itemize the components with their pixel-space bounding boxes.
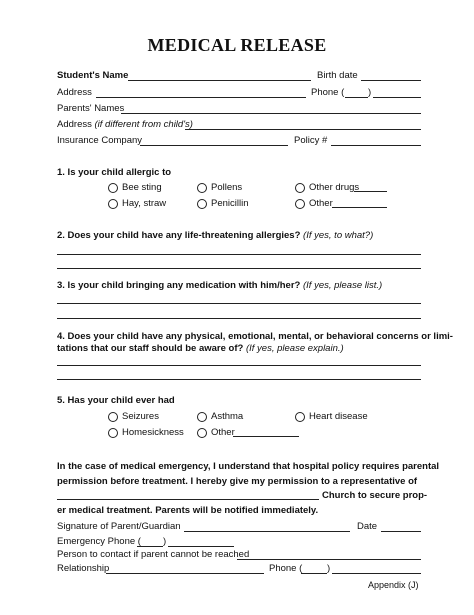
date-field[interactable] [381,531,421,532]
option-label: Seizures [122,411,159,422]
option-other[interactable] [295,198,333,209]
church-name-field[interactable] [57,499,319,500]
birth-date-label: Birth date [317,70,358,81]
q2-answer-line-2[interactable] [57,268,421,269]
radio-icon [108,428,118,438]
radio-icon [295,183,305,193]
q4-answer-line-2[interactable] [57,379,421,380]
date-label: Date [357,521,378,532]
appendix-label: Appendix (J) [368,580,419,590]
phone-area-code-field[interactable] [345,97,368,98]
insurance-field[interactable] [140,145,288,146]
consent-line-2: permission before treatment. I hereby give my permission to a representative of [57,476,418,487]
relationship-field[interactable] [106,573,264,574]
policy-label: Policy # [294,135,328,146]
emergency-phone-close: ) [163,536,167,547]
q2-answer-line-1[interactable] [57,254,421,255]
radio-icon [295,199,305,209]
parents-names-label: Parents' Names [57,103,125,114]
form-title: MEDICAL RELEASE [147,35,327,55]
contact-phone-close: ) [327,563,331,574]
consent-line-4: er medical treatment. Parents will be notified immediately. [57,505,319,516]
alt-address-label: Address (if different from child's) [57,119,193,130]
contact-phone-field[interactable] [332,573,421,574]
signature-field[interactable] [184,531,350,532]
q2-label: 2. Does your child have any life-threatening allergies? (If yes, to what?) [57,230,374,241]
option-label: Pollens [211,182,243,193]
contact-field[interactable] [237,559,421,560]
q4-label-line-1: 4. Does your child have any physical, emotional, mental, or behavioral concerns or limi- [57,331,453,342]
contact-area-code-field[interactable] [301,573,327,574]
q3-note: (If yes, please list.) [302,280,383,291]
q2-note: (If yes, to what?) [303,230,374,241]
option-label: Hay, straw [122,198,167,209]
radio-icon [197,412,207,422]
option-label: Homesickness [122,427,184,438]
phone-label: Phone ( [311,87,345,98]
option-label: Other [309,198,333,209]
radio-icon [197,183,207,193]
q4-answer-line-1[interactable] [57,365,421,366]
contact-label: Person to contact if parent cannot be reached [57,549,250,560]
contact-phone-label: Phone ( [269,563,303,574]
option-penicillin[interactable] [197,198,249,209]
option-seizures[interactable] [108,411,159,422]
option-label: Penicillin [211,198,249,209]
insurance-label: Insurance Company [57,135,143,146]
option-homesickness[interactable] [108,427,184,438]
option-label: Other [211,427,235,438]
q3-answer-line-2[interactable] [57,318,421,319]
other-allergy-field[interactable] [332,207,387,208]
q4-note: (If yes, please explain.) [245,343,344,354]
parents-names-field[interactable] [121,113,421,114]
option-other-condition[interactable] [197,427,235,438]
q5-label: 5. Has your child ever had [57,395,175,406]
radio-icon [197,199,207,209]
student-name-label: Student's Name [57,70,129,81]
other-condition-field[interactable] [233,436,299,437]
option-label: Bee sting [122,182,162,193]
alt-address-note: (if different from child's) [94,119,193,130]
phone-number-field[interactable] [373,97,421,98]
consent-line-1: In the case of medical emergency, I understand that hospital policy requires parental [57,461,440,472]
radio-icon [108,199,118,209]
other-drugs-field[interactable] [354,191,387,192]
option-label: Asthma [211,411,244,422]
student-name-field[interactable] [128,80,311,81]
q1-label: 1. Is your child allergic to [57,167,172,178]
relationship-label: Relationship [57,563,110,574]
emergency-phone-field[interactable] [168,546,234,547]
alt-address-field[interactable] [185,129,421,130]
option-label: Heart disease [309,411,368,422]
address-field[interactable] [96,97,306,98]
q3-answer-line-1[interactable] [57,303,421,304]
phone-close-paren: ) [368,87,372,98]
radio-icon [108,183,118,193]
policy-field[interactable] [331,145,421,146]
consent-line-3: Church to secure prop- [322,490,428,501]
radio-icon [108,412,118,422]
radio-icon [197,428,207,438]
q3-label: 3. Is your child bringing any medication with him/her? (If yes, please list.) [57,280,383,291]
birth-date-field[interactable] [361,80,421,81]
option-hay-straw[interactable] [108,198,166,209]
option-heart-disease[interactable] [295,411,368,422]
option-asthma[interactable] [197,411,243,422]
radio-icon [295,412,305,422]
option-label: Other drugs [309,182,360,193]
option-other-drugs[interactable] [295,182,359,193]
address-label: Address [57,87,92,98]
option-bee-sting[interactable] [108,182,162,193]
q4-label-line-2: tations that our staff should be aware of? (If yes, please explain.) [57,343,344,354]
signature-label: Signature of Parent/Guardian [57,521,181,532]
emergency-area-code-field[interactable] [137,546,163,547]
option-pollens[interactable] [197,182,242,193]
emergency-phone-label: Emergency Phone ( [57,536,141,547]
